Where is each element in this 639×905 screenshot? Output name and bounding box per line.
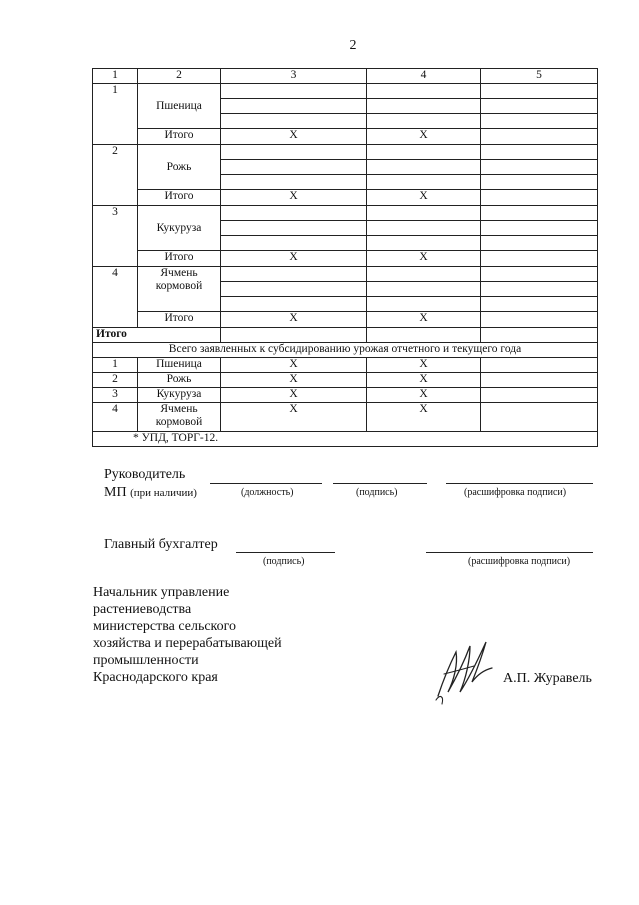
x-mark: Х: [221, 388, 367, 403]
x-mark: Х: [221, 403, 367, 432]
head-label: Руководитель: [104, 467, 186, 482]
approver-title-line: промышленности: [93, 653, 199, 668]
accountant-signature-line: [236, 552, 335, 553]
x-mark: Х: [221, 358, 367, 373]
column-header: 1: [93, 69, 138, 84]
grand-total-label: Итого: [93, 328, 221, 343]
crop-name: Пшеница: [138, 358, 221, 373]
mp-text: МП: [104, 485, 127, 500]
column-header: 3: [221, 69, 367, 84]
row-number: 1: [93, 84, 138, 145]
row-number: 4: [93, 403, 138, 432]
x-mark: Х: [367, 190, 481, 206]
decoding-caption: (расшифровка подписи): [464, 487, 567, 498]
crop-name: Рожь: [138, 145, 221, 190]
x-mark: Х: [367, 373, 481, 388]
x-mark: Х: [221, 129, 367, 145]
crop-table: [92, 68, 598, 447]
x-mark: Х: [367, 312, 481, 328]
x-mark: Х: [367, 358, 481, 373]
x-mark: Х: [221, 190, 367, 206]
row-number: 1: [93, 358, 138, 373]
position-caption: (должность): [241, 487, 294, 498]
table-row: [93, 267, 598, 282]
subtotal-row: [93, 129, 598, 145]
table-row: [93, 206, 598, 221]
crop-name: Ячмень кормовой: [138, 403, 221, 432]
column-header: 4: [367, 69, 481, 84]
subtotal-label: Итого: [138, 312, 221, 328]
crop-name: Рожь: [138, 373, 221, 388]
crop-name: Кукуруза: [138, 206, 221, 251]
section-title-row: [93, 343, 598, 358]
approver-title-line: растениеводства: [93, 602, 192, 617]
row-number: 2: [93, 145, 138, 206]
footnote-row: [93, 432, 598, 447]
x-mark: Х: [367, 129, 481, 145]
summary-row: [93, 373, 598, 388]
summary-row: [93, 388, 598, 403]
subtotal-label: Итого: [138, 190, 221, 206]
column-header: 2: [138, 69, 221, 84]
x-mark: Х: [367, 388, 481, 403]
summary-row: [93, 403, 598, 432]
signature-caption: (подпись): [356, 487, 398, 498]
summary-row: [93, 358, 598, 373]
approver-title-line: министерства сельского: [93, 619, 237, 634]
crop-name: Ячмень кормовой: [138, 267, 221, 312]
x-mark: Х: [367, 251, 481, 267]
decoding-line: [446, 483, 593, 484]
accountant-decoding-line: [426, 552, 593, 553]
row-number: 3: [93, 206, 138, 267]
mp-note: (при наличии): [130, 487, 197, 499]
table-row: [93, 145, 598, 160]
page-number: 2: [349, 38, 357, 53]
grand-total-row: [93, 328, 598, 343]
crop-name: Кукуруза: [138, 388, 221, 403]
subtotal-row: [93, 312, 598, 328]
approver-title-line: хозяйства и перерабатывающей: [93, 636, 282, 651]
accountant-decoding-caption: (расшифровка подписи): [468, 556, 571, 567]
approver-title: [93, 584, 282, 686]
row-number: 3: [93, 388, 138, 403]
column-header: 5: [481, 69, 598, 84]
x-mark: Х: [367, 403, 481, 432]
row-number: 2: [93, 373, 138, 388]
accountant-signature-caption: (подпись): [263, 556, 305, 567]
section-title: Всего заявленных к субсидированию урожая отчетного и текущего года: [93, 343, 598, 358]
footnote: * УПД, ТОРГ-12.: [93, 432, 598, 447]
approver-title-line: Начальник управление: [93, 585, 230, 600]
subtotal-label: Итого: [138, 251, 221, 267]
signature-line: [333, 483, 427, 484]
mp-label: [104, 485, 197, 501]
position-line: [210, 483, 322, 484]
subtotal-row: [93, 190, 598, 206]
subtotal-label: Итого: [138, 129, 221, 145]
crop-name: Пшеница: [138, 84, 221, 129]
approver-name: А.П. Журавель: [503, 671, 592, 686]
approver-title-line: Краснодарского края: [93, 670, 218, 685]
x-mark: Х: [221, 312, 367, 328]
accountant-label: Главный бухгалтер: [104, 537, 218, 552]
table-header-row: [93, 69, 598, 84]
x-mark: Х: [221, 251, 367, 267]
handwritten-signature: [430, 634, 500, 714]
subtotal-row: [93, 251, 598, 267]
table-row: [93, 84, 598, 99]
x-mark: Х: [221, 373, 367, 388]
row-number: 4: [93, 267, 138, 328]
